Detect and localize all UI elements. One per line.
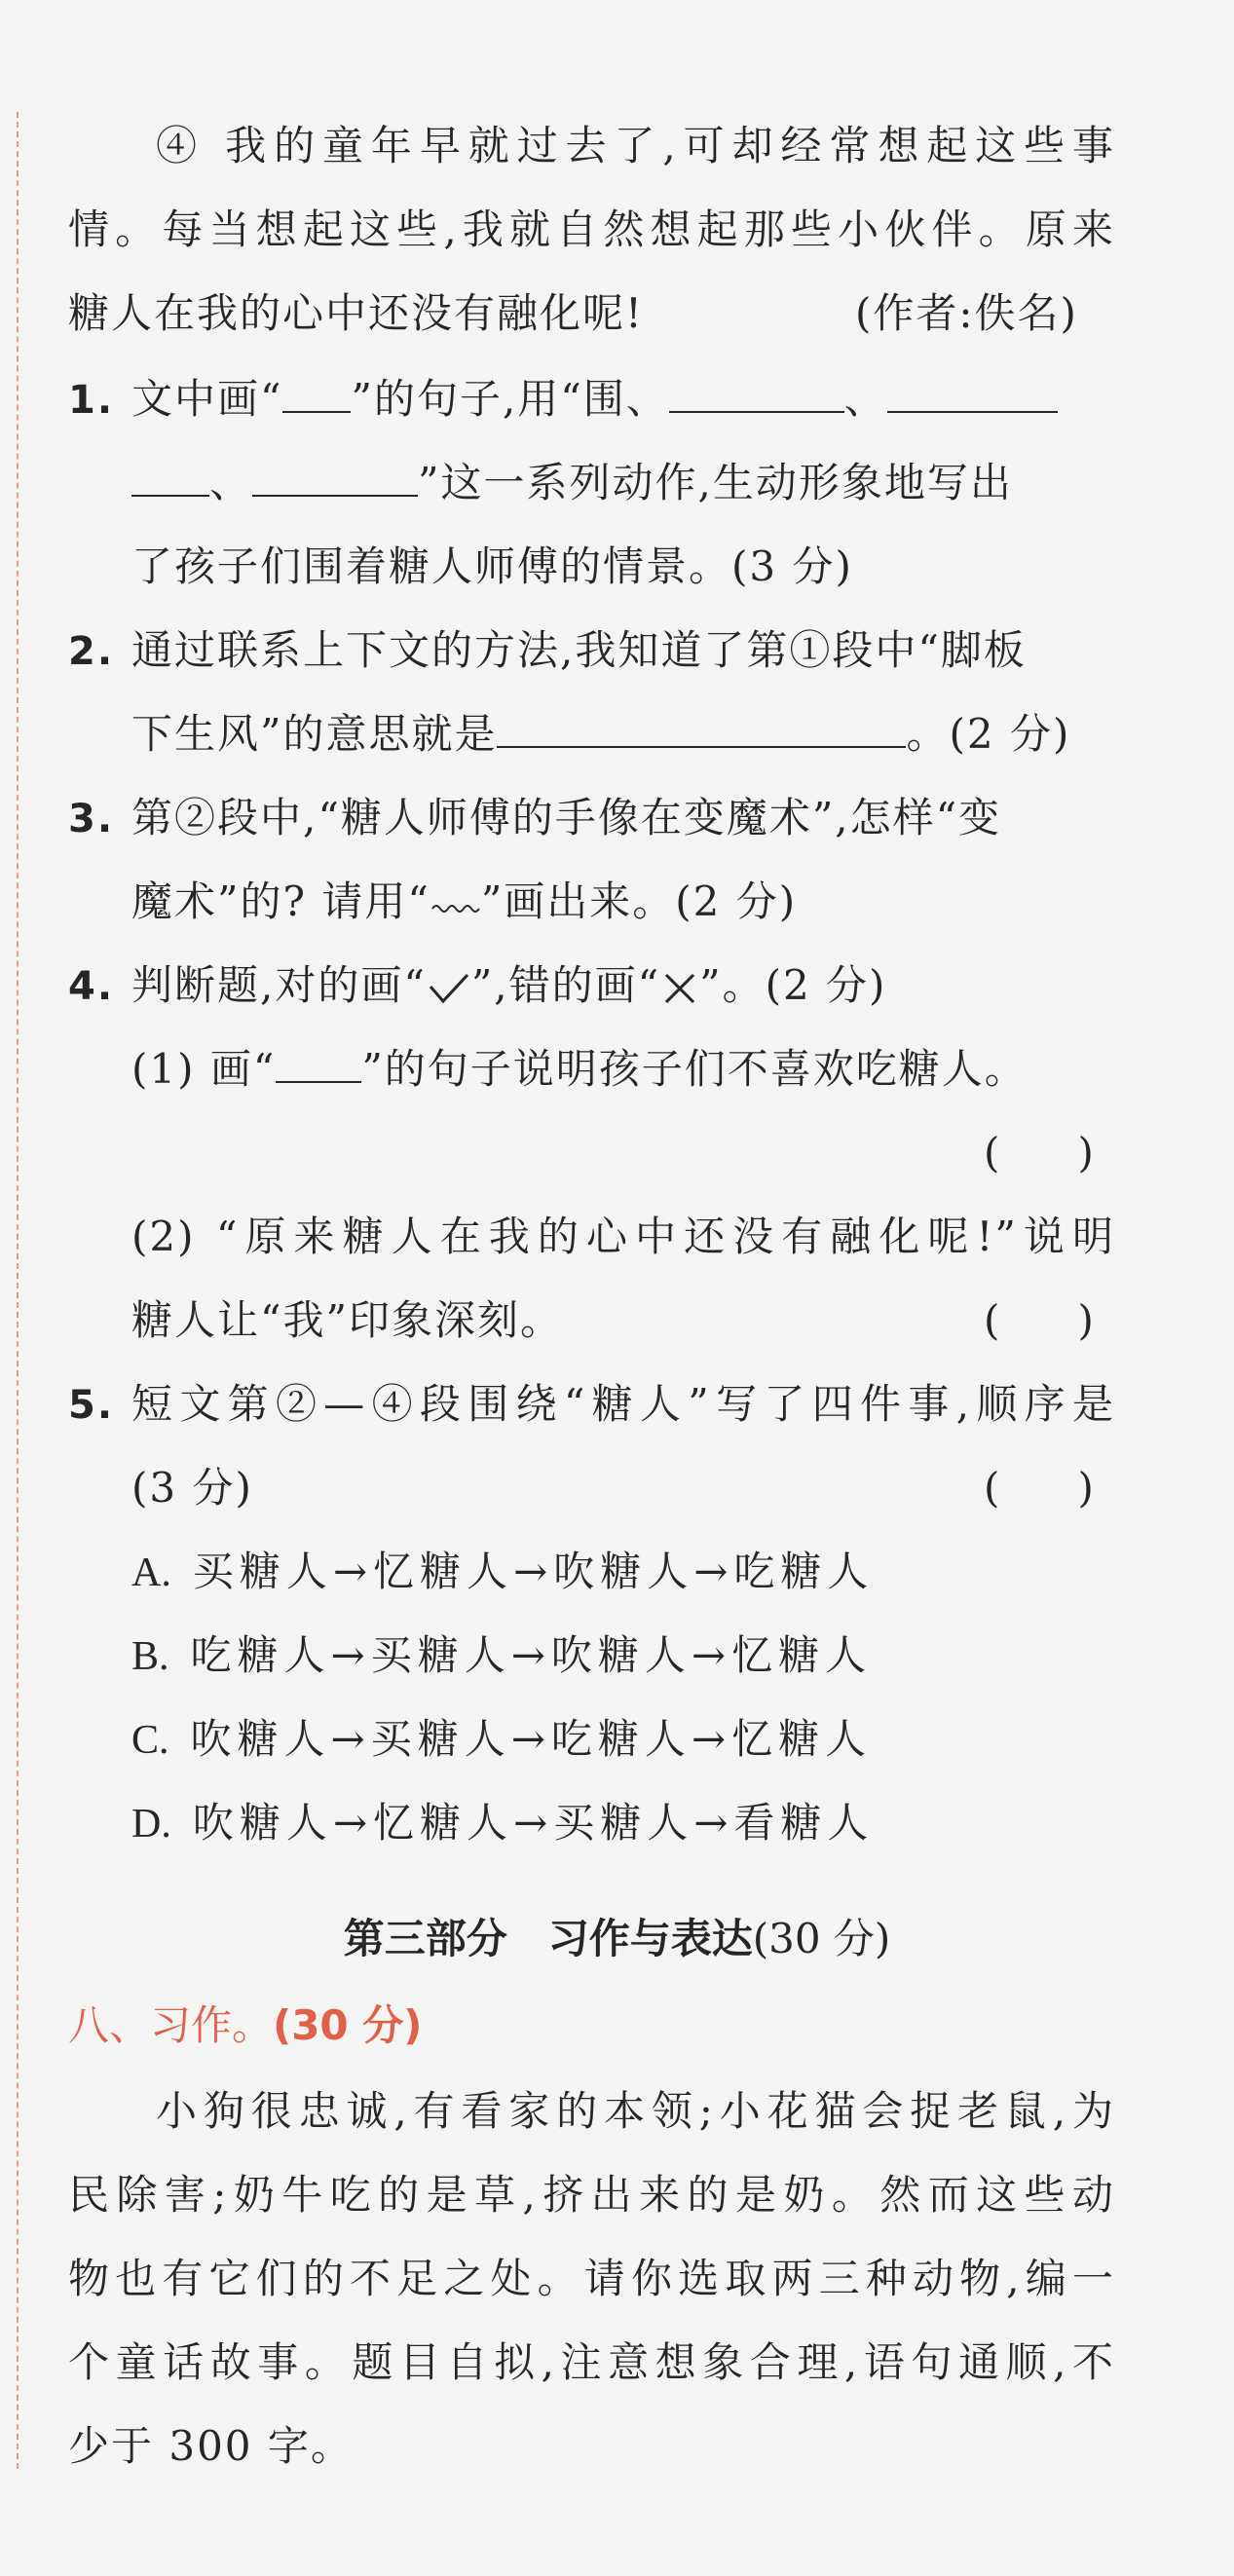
answer-bracket[interactable]: ( ) bbox=[984, 1464, 1094, 1512]
q1-text-b: ”的句子,用“围、 bbox=[351, 375, 669, 423]
essay-prompt-line: 小狗很忠诚,有看家的本领;小花猫会捉老鼠,为 bbox=[156, 2087, 1115, 2135]
answer-bracket[interactable]: ( ) bbox=[984, 1129, 1094, 1176]
q4-sub1-b: ”的句子说明孩子们不喜欢吃糖人。 bbox=[361, 1045, 1028, 1093]
q1-text-a: 文中画“ bbox=[131, 375, 283, 423]
answer-blank[interactable] bbox=[497, 713, 906, 748]
wavy-underline-icon bbox=[430, 902, 481, 915]
q4-text-c: ”。(2 分) bbox=[699, 961, 887, 1009]
answer-blank[interactable] bbox=[131, 462, 209, 497]
q3-text-a: 魔术”的? 请用“ bbox=[131, 877, 430, 925]
question-1-line2 bbox=[131, 456, 1013, 510]
question-4-line1 bbox=[131, 958, 886, 1013]
question-4-sub2-line1: (2) “原来糖人在我的心中还没有融化呢!”说明 bbox=[131, 1213, 1115, 1260]
q1-text-c: 、 bbox=[843, 375, 887, 423]
question-2-line2 bbox=[131, 707, 1070, 762]
question-2-line1: 通过联系上下文的方法,我知道了第①段中“脚板 bbox=[131, 626, 1027, 674]
question-4-sub2-line2: 糖人让“我”印象深刻。 bbox=[131, 1296, 563, 1344]
q1-text-d: ”这一系列动作,生动形象地写出 bbox=[418, 459, 1013, 506]
question-5-line1: 短文第②—④段围绕“糖人”写了四件事,顺序是 bbox=[131, 1380, 1115, 1428]
question-number: 2. bbox=[68, 629, 115, 674]
answer-blank[interactable] bbox=[276, 1048, 361, 1083]
question-3-line2 bbox=[131, 875, 797, 929]
margin-dashed-line bbox=[17, 112, 19, 2469]
answer-bracket[interactable]: ( ) bbox=[984, 1296, 1094, 1344]
author-credit: (作者:佚名) bbox=[855, 289, 1078, 337]
part-3-heading: 第三部分 习作与表达(30 分) bbox=[343, 1915, 891, 1962]
q3-text-b: ”画出来。(2 分) bbox=[480, 877, 798, 925]
essay-prompt-line: 少于 300 字。 bbox=[68, 2422, 354, 2470]
q4-text-b: ”,错的画“ bbox=[470, 961, 661, 1009]
option-c[interactable]: C. 吹糖人→买糖人→吃糖人→忆糖人 bbox=[131, 1715, 873, 1763]
option-b[interactable]: B. 吃糖人→买糖人→吹糖人→忆糖人 bbox=[131, 1631, 873, 1679]
question-number: 3. bbox=[68, 797, 115, 841]
question-number: 5. bbox=[68, 1383, 115, 1428]
option-a[interactable]: A. 买糖人→忆糖人→吹糖人→吃糖人 bbox=[131, 1548, 875, 1595]
essay-prompt-line: 物也有它们的不足之处。请你选取两三种动物,编一 bbox=[68, 2255, 1115, 2302]
question-number: 4. bbox=[68, 964, 115, 1009]
q4-sub1-a: (1) 画“ bbox=[131, 1045, 277, 1093]
answer-blank[interactable] bbox=[282, 378, 351, 413]
passage-line: ④ 我的童年早就过去了,可却经常想起这些事 bbox=[156, 122, 1115, 169]
question-1-line1 bbox=[131, 372, 1058, 427]
q1-sep: 、 bbox=[209, 459, 253, 506]
q2-text-b: 。(2 分) bbox=[906, 710, 1071, 758]
cross-mark-icon bbox=[660, 969, 699, 1008]
q2-text-a: 下生风”的意思就是 bbox=[131, 710, 498, 758]
answer-blank[interactable] bbox=[252, 462, 418, 497]
check-mark-icon bbox=[427, 969, 471, 1008]
essay-prompt-line: 个童话故事。题目自拟,注意想象合理,语句通顺,不 bbox=[68, 2338, 1115, 2386]
section-8-heading: 八、习作。(30 分) bbox=[68, 2001, 423, 2049]
question-3-line1: 第②段中,“糖人师傅的手像在变魔术”,怎样“变 bbox=[131, 794, 1002, 841]
answer-blank[interactable] bbox=[887, 378, 1058, 413]
q4-text-a: 判断题,对的画“ bbox=[131, 961, 427, 1009]
passage-line: 糖人在我的心中还没有融化呢! bbox=[68, 289, 644, 337]
essay-prompt-line: 民除害;奶牛吃的是草,挤出来的是奶。然而这些动 bbox=[68, 2171, 1115, 2219]
passage-line: 情。每当想起这些,我就自然想起那些小伙伴。原来 bbox=[68, 205, 1115, 253]
question-1-line3: 了孩子们围着糖人师傅的情景。(3 分) bbox=[131, 542, 853, 590]
answer-blank[interactable] bbox=[669, 378, 844, 413]
question-5-line2: (3 分) bbox=[131, 1464, 253, 1512]
option-d[interactable]: D. 吹糖人→忆糖人→买糖人→看糖人 bbox=[131, 1799, 875, 1847]
question-4-sub1 bbox=[131, 1042, 1028, 1097]
question-number: 1. bbox=[68, 378, 115, 423]
